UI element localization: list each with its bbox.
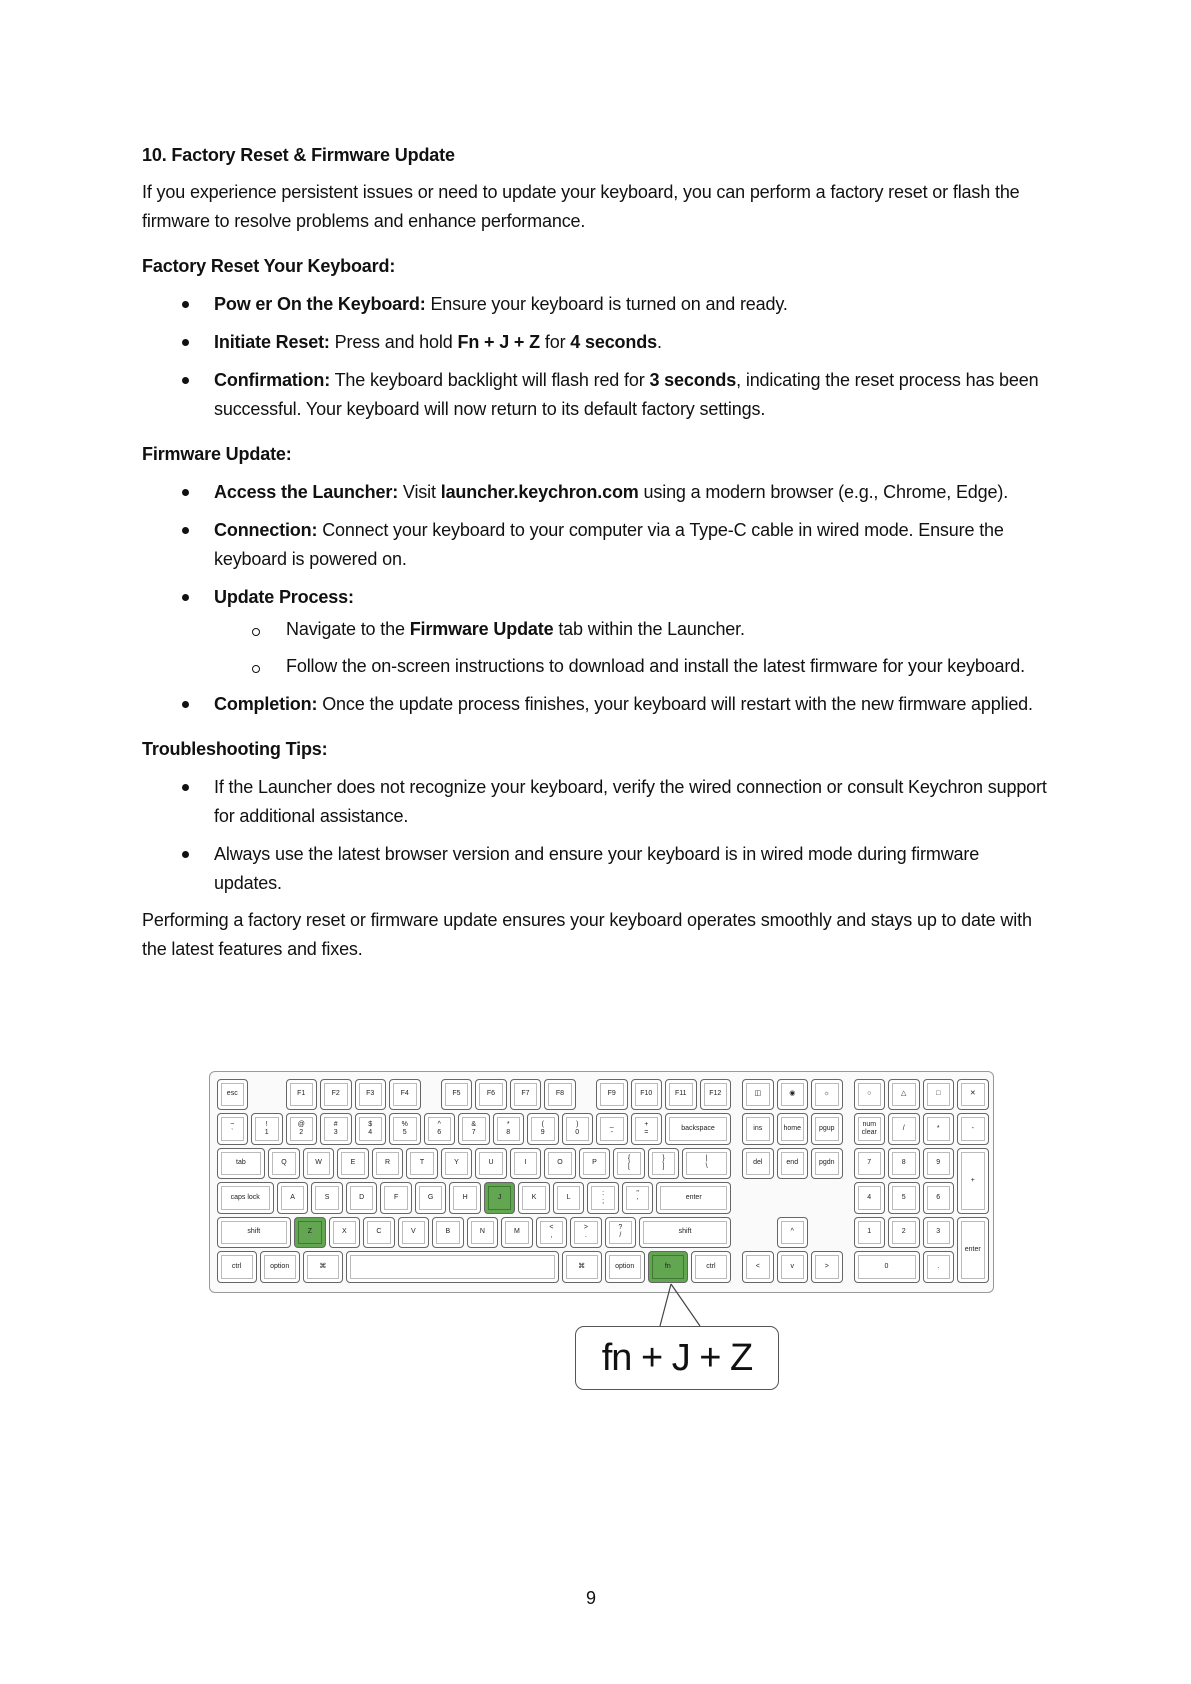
main-key-w: W <box>303 1148 335 1180</box>
main-key-f8: F8 <box>544 1079 576 1111</box>
firmware-list <box>142 478 1047 719</box>
main-key-option: option <box>260 1251 300 1283</box>
main-key-f7: F7 <box>510 1079 542 1111</box>
list-item <box>142 366 1047 424</box>
numpad-key-2: 2 <box>888 1217 920 1249</box>
item-text: using a modern browser (e.g., Chrome, Edge). <box>638 482 1009 502</box>
nav-key-home: home <box>777 1113 809 1145</box>
main-key-6: ^ 6 <box>424 1113 456 1145</box>
numpad-key-7: 7 <box>854 1148 886 1180</box>
nav-key-symbol: ^ <box>777 1217 809 1249</box>
main-key-symbol: ? / <box>605 1217 637 1249</box>
main-key-h: H <box>449 1182 481 1214</box>
main-key-j: J <box>484 1182 516 1214</box>
item-text: The keyboard backlight will flash red for <box>330 370 650 390</box>
numpad-key-0: 0 <box>854 1251 920 1283</box>
factory-reset-list <box>142 290 1047 424</box>
item-label: Confirmation: <box>214 370 331 390</box>
intro-paragraph: If you experience persistent issues or need to update your keyboard, you can perform a factory reset or flash the firmware to resolve problems and enhance performance. <box>142 182 1020 231</box>
launcher-url: launcher.keychron.com <box>440 482 639 502</box>
item-text: Follow the on-screen instructions to download and install the latest firmware for your keyboard. <box>286 656 1025 676</box>
key-combo-callout: fn + J + Z <box>575 1326 779 1390</box>
main-key-f11: F11 <box>665 1079 697 1111</box>
main-key-z: Z <box>294 1217 326 1249</box>
numpad-key-8: 8 <box>888 1148 920 1180</box>
main-key-o: O <box>544 1148 576 1180</box>
item-text: Once the update process finishes, your keyboard will restart with the new firmware applied. <box>317 694 1033 714</box>
main-key-g: G <box>415 1182 447 1214</box>
main-key-esc: esc <box>217 1079 249 1111</box>
item-label: Initiate Reset: <box>214 332 330 352</box>
item-label: Pow er On the Keyboard: <box>214 294 426 314</box>
main-key-n: N <box>467 1217 499 1249</box>
main-key-f3: F3 <box>355 1079 387 1111</box>
numpad-key-5: 5 <box>888 1182 920 1214</box>
nav-key-del: del <box>742 1148 774 1180</box>
nav-key-v: v <box>777 1251 809 1283</box>
main-key-symbol: ⌘ <box>562 1251 602 1283</box>
troubleshooting-list <box>142 773 1047 898</box>
main-key-k: K <box>518 1182 550 1214</box>
item-text: Visit <box>398 482 441 502</box>
item-text: Ensure your keyboard is turned on and ready. <box>425 294 788 314</box>
main-key-7: & 7 <box>458 1113 490 1145</box>
main-key-q: Q <box>268 1148 300 1180</box>
nav-key-pgup: pgup <box>811 1113 843 1145</box>
main-key-l: L <box>553 1182 585 1214</box>
item-text: , indicating the reset process has been successful. Your keyboard will now return to its default factory settings. <box>214 370 1039 419</box>
item-text: tab within the Launcher. <box>553 619 745 639</box>
numpad-key-symbol: * <box>923 1113 955 1145</box>
main-key-tab: tab <box>217 1148 266 1180</box>
main-key-f10: F10 <box>631 1079 663 1111</box>
list-item <box>142 290 1047 319</box>
key-combo: Fn + J + Z <box>457 332 540 352</box>
main-key-f: F <box>380 1182 412 1214</box>
numpad-key-symbol: - <box>957 1113 989 1145</box>
duration: 4 seconds <box>570 332 657 352</box>
item-text: Navigate to the <box>286 619 410 639</box>
firmware-update-heading: Firmware Update: <box>142 444 292 464</box>
item-label: Update Process: <box>214 587 354 607</box>
main-key-b: B <box>432 1217 464 1249</box>
main-key-symbol: : ; <box>587 1182 619 1214</box>
main-key-v: V <box>398 1217 430 1249</box>
main-key-symbol: ~ ` <box>217 1113 249 1145</box>
item-text: for <box>540 332 571 352</box>
numpad-key-1: 1 <box>854 1217 886 1249</box>
main-key-f12: F12 <box>700 1079 732 1111</box>
numpad-key-3: 3 <box>923 1217 955 1249</box>
main-key-0: ) 0 <box>562 1113 594 1145</box>
main-key-enter: enter <box>656 1182 731 1214</box>
main-key-u: U <box>475 1148 507 1180</box>
nav-key-symbol: < <box>742 1251 774 1283</box>
list-item: Always use the latest browser version and ensure your keyboard is in wired mode during firmware updates. <box>142 840 1047 898</box>
main-key-symbol: < , <box>536 1217 568 1249</box>
list-item <box>142 328 1047 357</box>
item-text: Connect your keyboard to your computer via a Type-C cable in wired mode. Ensure the keyboard is powered on. <box>214 520 1004 569</box>
keyboard-diagram <box>209 1071 994 1293</box>
main-key-space <box>346 1251 559 1283</box>
main-key-8: * 8 <box>493 1113 525 1145</box>
nav-key-ins: ins <box>742 1113 774 1145</box>
list-item <box>142 478 1047 507</box>
list-item <box>142 583 1047 612</box>
main-key-f5: F5 <box>441 1079 473 1111</box>
main-key-shift: shift <box>639 1217 731 1249</box>
main-key-f6: F6 <box>475 1079 507 1111</box>
nav-key-symbol: ☼ <box>811 1079 843 1111</box>
nav-key-symbol: > <box>811 1251 843 1283</box>
numpad-key-symbol: ✕ <box>957 1079 989 1111</box>
main-key-ctrl: ctrl <box>691 1251 731 1283</box>
list-item: If the Launcher does not recognize your keyboard, verify the wired connection or consult Keychron support for additional assistance. <box>142 773 1047 831</box>
numpad-key-symbol: . <box>923 1251 955 1283</box>
sub-list-item <box>142 615 1047 644</box>
sub-list-item <box>142 652 1047 681</box>
item-text: . <box>656 332 662 352</box>
main-key-caps-lock: caps lock <box>217 1182 274 1214</box>
main-key-r: R <box>372 1148 404 1180</box>
nav-key-pgdn: pgdn <box>811 1148 843 1180</box>
main-key-symbol: } ] <box>648 1148 680 1180</box>
section-title: 10. Factory Reset & Firmware Update <box>142 145 455 165</box>
list-item <box>142 516 1047 574</box>
main-key-shift: shift <box>217 1217 292 1249</box>
main-key-fn: fn <box>648 1251 688 1283</box>
main-key-x: X <box>329 1217 361 1249</box>
main-key-f9: F9 <box>596 1079 628 1111</box>
main-key-e: E <box>337 1148 369 1180</box>
main-key-d: D <box>346 1182 378 1214</box>
duration: 3 seconds <box>649 370 737 390</box>
main-key-2: @ 2 <box>286 1113 318 1145</box>
main-key-symbol: { [ <box>613 1148 645 1180</box>
item-label: Completion: <box>214 694 318 714</box>
main-key-a: A <box>277 1182 309 1214</box>
main-key-5: % 5 <box>389 1113 421 1145</box>
document-body <box>142 141 1047 964</box>
list-item <box>142 690 1047 719</box>
numpad-key-symbol: + <box>957 1148 989 1214</box>
main-key-s: S <box>311 1182 343 1214</box>
numpad-key-symbol: / <box>888 1113 920 1145</box>
main-key-i: I <box>510 1148 542 1180</box>
main-key-y: Y <box>441 1148 473 1180</box>
item-text: Press and hold <box>329 332 458 352</box>
main-key-option: option <box>605 1251 645 1283</box>
main-key-9: ( 9 <box>527 1113 559 1145</box>
main-key-f4: F4 <box>389 1079 421 1111</box>
nav-key-end: end <box>777 1148 809 1180</box>
main-key-backspace: backspace <box>665 1113 731 1145</box>
main-key-symbol: ⌘ <box>303 1251 343 1283</box>
numpad-key-4: 4 <box>854 1182 886 1214</box>
main-key-ctrl: ctrl <box>217 1251 257 1283</box>
main-key-m: M <box>501 1217 533 1249</box>
factory-reset-heading: Factory Reset Your Keyboard: <box>142 256 396 276</box>
main-key-c: C <box>363 1217 395 1249</box>
main-key-3: # 3 <box>320 1113 352 1145</box>
main-key-symbol: + = <box>631 1113 663 1145</box>
closing-paragraph: Performing a factory reset or firmware update ensures your keyboard operates smoothly and stays up to date with the latest features and fixes. <box>142 910 1032 959</box>
numpad-key-symbol: □ <box>923 1079 955 1111</box>
numpad-key-enter: enter <box>957 1217 989 1283</box>
troubleshooting-heading: Troubleshooting Tips: <box>142 739 328 759</box>
tab-name: Firmware Update <box>409 619 554 639</box>
main-key-f2: F2 <box>320 1079 352 1111</box>
numpad-key-6: 6 <box>923 1182 955 1214</box>
main-key-symbol: _ - <box>596 1113 628 1145</box>
item-label: Access the Launcher: <box>214 482 399 502</box>
numpad-key-symbol: ○ <box>854 1079 886 1111</box>
main-key-1: ! 1 <box>251 1113 283 1145</box>
main-key-symbol: | \ <box>682 1148 731 1180</box>
main-key-t: T <box>406 1148 438 1180</box>
main-key-p: P <box>579 1148 611 1180</box>
main-key-symbol: " ' <box>622 1182 654 1214</box>
page-number: 9 <box>586 1588 597 1608</box>
numpad-key-num-clear: num clear <box>854 1113 886 1145</box>
main-key-4: $ 4 <box>355 1113 387 1145</box>
numpad-key-9: 9 <box>923 1148 955 1180</box>
main-key-f1: F1 <box>286 1079 318 1111</box>
nav-key-symbol: ◫ <box>742 1079 774 1111</box>
item-label: Connection: <box>214 520 318 540</box>
nav-key-symbol: ◉ <box>777 1079 809 1111</box>
numpad-key-symbol: △ <box>888 1079 920 1111</box>
main-key-symbol: > . <box>570 1217 602 1249</box>
